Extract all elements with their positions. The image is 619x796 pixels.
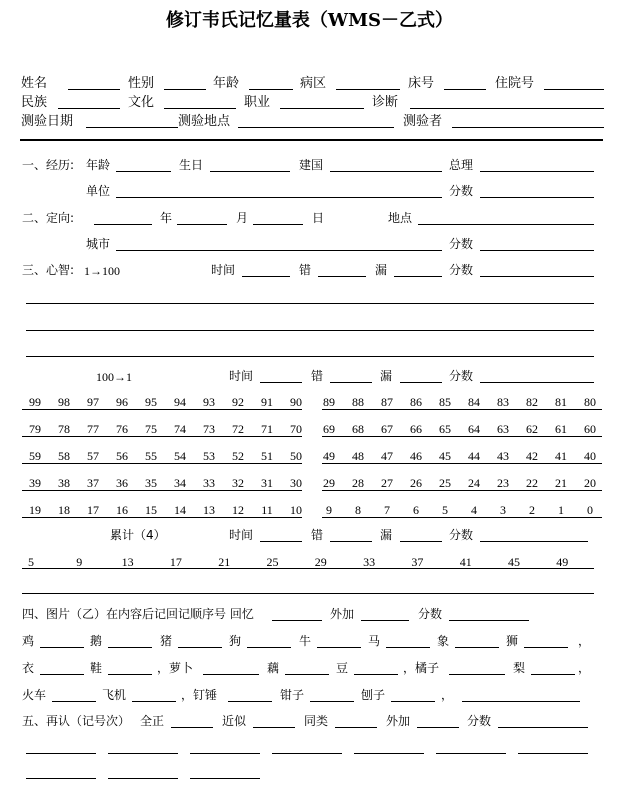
picture-item: 藕 xyxy=(267,661,280,675)
field-picture[interactable] xyxy=(524,647,568,648)
picture-item: 鹅 xyxy=(90,634,103,648)
number-cell[interactable]: 57 xyxy=(87,449,99,463)
field-ward[interactable] xyxy=(336,89,400,90)
number-cell[interactable]: 93 xyxy=(203,395,215,409)
label-t2-score: 分数 xyxy=(449,369,474,383)
label-approx: 近似 xyxy=(222,714,247,728)
number-cell[interactable]: 7 xyxy=(384,503,390,517)
picture-item: 衣 xyxy=(22,661,35,675)
number-cell[interactable]: 79 xyxy=(29,422,41,436)
field-all-correct[interactable] xyxy=(171,727,213,728)
cumulative-number: 9 xyxy=(76,555,83,569)
label-t3-omission: 漏 xyxy=(380,528,393,542)
section5-label: 五、再认（记号次） xyxy=(22,714,131,728)
section4-label: 四、图片（乙）在内容后记回记顺序号 回忆 xyxy=(22,607,254,621)
field-picture[interactable] xyxy=(178,647,222,648)
field-picture[interactable] xyxy=(455,647,499,648)
field-premier[interactable] xyxy=(480,171,594,172)
label-unit: 单位 xyxy=(86,184,111,198)
cumulative-number: 5 xyxy=(28,555,34,569)
field-name[interactable] xyxy=(68,89,120,90)
label-diagnosis: 诊断 xyxy=(372,95,399,110)
number-cell[interactable]: 6 xyxy=(413,503,419,517)
section1-label: 一、经历: xyxy=(22,158,75,172)
number-cell[interactable]: 72 xyxy=(232,422,244,436)
field-month[interactable] xyxy=(177,224,227,225)
field-day[interactable] xyxy=(253,224,303,225)
number-cell[interactable]: 47 xyxy=(381,449,393,463)
comma: ， xyxy=(441,688,454,702)
number-cell[interactable]: 92 xyxy=(232,395,244,409)
number-cell[interactable]: 53 xyxy=(203,449,215,463)
label-founding: 建国 xyxy=(299,158,324,172)
label-city: 城市 xyxy=(86,237,111,251)
number-cell[interactable]: 56 xyxy=(116,449,128,463)
field-s4-extra[interactable] xyxy=(361,620,409,621)
field-t1-omission[interactable] xyxy=(394,276,442,277)
number-cell[interactable]: 43 xyxy=(497,449,509,463)
label-s1-age: 年龄 xyxy=(86,158,111,172)
number-cell[interactable]: 25 xyxy=(439,476,451,490)
answer-line[interactable] xyxy=(26,356,594,357)
label-premier: 总理 xyxy=(449,158,474,172)
number-cell[interactable]: 8 xyxy=(355,503,361,517)
field-t3-omission[interactable] xyxy=(400,541,442,542)
field-t3-time[interactable] xyxy=(260,541,302,542)
label-t1-error: 错 xyxy=(299,263,312,277)
number-cell[interactable]: 62 xyxy=(526,422,538,436)
label-ethnicity: 民族 xyxy=(21,95,48,110)
field-t2-score[interactable] xyxy=(480,382,594,383)
label-admission-no: 住院号 xyxy=(495,76,535,91)
number-cell[interactable]: 78 xyxy=(58,422,70,436)
field-diagnosis[interactable] xyxy=(410,108,604,109)
number-cell[interactable]: 22 xyxy=(526,476,538,490)
number-cell[interactable]: 19 xyxy=(29,503,41,517)
number-cell[interactable]: 16 xyxy=(116,503,128,517)
field-ethnicity[interactable] xyxy=(58,108,120,109)
number-cell[interactable]: 61 xyxy=(555,422,567,436)
label-s1-score: 分数 xyxy=(449,184,474,198)
label-t3-error: 错 xyxy=(311,528,324,542)
field-recognition[interactable] xyxy=(190,753,260,754)
field-recognition[interactable] xyxy=(108,753,178,754)
number-cell[interactable]: 50 xyxy=(290,449,302,463)
number-cell[interactable]: 48 xyxy=(352,449,364,463)
number-cell[interactable]: 13 xyxy=(203,503,215,517)
number-cell[interactable]: 84 xyxy=(468,395,480,409)
number-cell[interactable]: 59 xyxy=(29,449,41,463)
field-picture[interactable] xyxy=(317,647,361,648)
label-s2-score: 分数 xyxy=(449,237,474,251)
number-cell[interactable]: 34 xyxy=(174,476,186,490)
number-cell[interactable]: 15 xyxy=(145,503,157,517)
field-picture[interactable] xyxy=(247,647,291,648)
label-t1-time: 时间 xyxy=(211,263,236,277)
number-cell[interactable]: 88 xyxy=(352,395,364,409)
field-picture[interactable] xyxy=(310,701,354,702)
field-t2-time[interactable] xyxy=(260,382,302,383)
number-cell[interactable]: 85 xyxy=(439,395,451,409)
task-count-down: 100→1 xyxy=(96,370,132,384)
picture-item: 火车 xyxy=(22,688,47,702)
field-founding[interactable] xyxy=(330,171,442,172)
number-cell[interactable]: 32 xyxy=(232,476,244,490)
number-cell[interactable]: 67 xyxy=(381,422,393,436)
field-recognition[interactable] xyxy=(26,753,96,754)
label-t1-score: 分数 xyxy=(449,263,474,277)
answer-line[interactable] xyxy=(26,303,594,304)
number-cell[interactable]: 95 xyxy=(145,395,157,409)
number-cell[interactable]: 68 xyxy=(352,422,364,436)
cumulative-number: 37 xyxy=(411,555,424,569)
number-cell[interactable]: 0 xyxy=(587,503,593,517)
number-cell[interactable]: 87 xyxy=(381,395,393,409)
number-cell[interactable]: 18 xyxy=(58,503,70,517)
number-cell[interactable]: 69 xyxy=(323,422,335,436)
picture-item: 豆 xyxy=(336,661,349,675)
label-tester: 测验者 xyxy=(403,114,443,129)
section2-label: 二、定向: xyxy=(22,211,75,225)
number-row-underline xyxy=(22,463,302,464)
number-row-underline xyxy=(322,490,602,491)
number-cell[interactable]: 3 xyxy=(500,503,506,517)
number-cell[interactable]: 54 xyxy=(174,449,186,463)
number-cell[interactable]: 58 xyxy=(58,449,70,463)
field-picture[interactable] xyxy=(285,674,329,675)
number-cell[interactable]: 1 xyxy=(558,503,564,517)
number-cell[interactable]: 38 xyxy=(58,476,70,490)
picture-item: ，橘子 xyxy=(403,661,440,675)
number-cell[interactable]: 89 xyxy=(323,395,335,409)
field-picture[interactable] xyxy=(108,647,152,648)
field-picture[interactable] xyxy=(449,674,505,675)
label-day: 日 xyxy=(312,211,325,225)
number-cell[interactable]: 4 xyxy=(471,503,477,517)
cumulative-number: 33 xyxy=(363,555,376,569)
answer-line[interactable] xyxy=(22,568,594,569)
field-place[interactable] xyxy=(418,224,594,225)
field-recognition[interactable] xyxy=(26,778,96,779)
cumulative-number: 21 xyxy=(218,555,231,569)
field-tester[interactable] xyxy=(452,127,604,128)
number-row-underline xyxy=(22,409,302,410)
field-recognition[interactable] xyxy=(354,753,424,754)
number-cell[interactable]: 39 xyxy=(29,476,41,490)
label-bed: 床号 xyxy=(408,76,435,91)
number-cell[interactable]: 12 xyxy=(232,503,244,517)
number-cell[interactable]: 73 xyxy=(203,422,215,436)
label-name: 姓名 xyxy=(21,76,48,91)
number-cell[interactable]: 17 xyxy=(87,503,99,517)
field-picture[interactable] xyxy=(228,701,272,702)
number-cell[interactable]: 49 xyxy=(323,449,335,463)
number-cell[interactable]: 20 xyxy=(584,476,596,490)
number-cell[interactable]: 37 xyxy=(87,476,99,490)
label-ward: 病区 xyxy=(300,76,327,91)
number-cell[interactable]: 64 xyxy=(468,422,480,436)
page-title: 修订韦氏记忆量表（WMS－乙式） xyxy=(165,10,454,31)
field-t2-omission[interactable] xyxy=(400,382,442,383)
number-cell[interactable]: 26 xyxy=(410,476,422,490)
number-cell[interactable]: 86 xyxy=(410,395,422,409)
picture-item: 马 xyxy=(368,634,381,648)
field-test-date[interactable] xyxy=(86,127,178,128)
picture-item: 狗 xyxy=(229,634,242,648)
field-occupation[interactable] xyxy=(280,108,364,109)
field-recognition[interactable] xyxy=(518,753,588,754)
number-row-underline xyxy=(22,436,302,437)
label-age: 年龄 xyxy=(213,76,240,91)
task-count-up: 1→100 xyxy=(84,264,120,278)
field-picture[interactable] xyxy=(40,674,84,675)
number-cell[interactable]: 44 xyxy=(468,449,480,463)
number-cell[interactable]: 31 xyxy=(261,476,273,490)
number-cell[interactable]: 90 xyxy=(290,395,302,409)
field-year[interactable] xyxy=(94,224,152,225)
field-bed[interactable] xyxy=(444,89,486,90)
field-s5-score[interactable] xyxy=(498,727,588,728)
cumulative-number: 49 xyxy=(556,555,569,569)
field-picture[interactable] xyxy=(354,674,398,675)
field-approx[interactable] xyxy=(253,727,295,728)
number-cell[interactable]: 76 xyxy=(116,422,128,436)
label-s5-score: 分数 xyxy=(467,714,492,728)
label-education: 文化 xyxy=(128,95,155,110)
field-recall[interactable] xyxy=(272,620,322,621)
number-cell[interactable]: 36 xyxy=(116,476,128,490)
label-same-class: 同类 xyxy=(304,714,329,728)
picture-item: 刨子 xyxy=(361,688,386,702)
picture-item: 鸡 xyxy=(22,634,35,648)
number-cell[interactable]: 71 xyxy=(261,422,273,436)
number-cell[interactable]: 82 xyxy=(526,395,538,409)
picture-item: ，钉锤 xyxy=(181,688,218,702)
header-divider xyxy=(20,139,603,141)
number-cell[interactable]: 24 xyxy=(468,476,480,490)
number-cell[interactable]: 28 xyxy=(352,476,364,490)
label-t3-time: 时间 xyxy=(229,528,254,542)
field-s5-extra[interactable] xyxy=(417,727,459,728)
label-all-correct: 全正 xyxy=(140,714,165,728)
field-t2-error[interactable] xyxy=(330,382,372,383)
number-cell[interactable]: 81 xyxy=(555,395,567,409)
label-t2-time: 时间 xyxy=(229,369,254,383)
label-s5-extra: 外加 xyxy=(386,714,411,728)
number-cell[interactable]: 45 xyxy=(439,449,451,463)
cumulative-number: 13 xyxy=(121,555,134,569)
number-cell[interactable]: 35 xyxy=(145,476,157,490)
number-cell[interactable]: 40 xyxy=(584,449,596,463)
number-cell[interactable]: 74 xyxy=(174,422,186,436)
number-cell[interactable]: 63 xyxy=(497,422,509,436)
number-cell[interactable]: 5 xyxy=(442,503,448,517)
number-cell[interactable]: 83 xyxy=(497,395,509,409)
picture-item: 梨 xyxy=(513,661,526,675)
field-t1-error[interactable] xyxy=(318,276,366,277)
number-row-underline xyxy=(22,517,302,518)
cumulative-number: 25 xyxy=(266,555,279,569)
number-cell[interactable]: 27 xyxy=(381,476,393,490)
field-same-class[interactable] xyxy=(335,727,377,728)
picture-item: ，萝卜 xyxy=(157,661,194,675)
number-cell[interactable]: 99 xyxy=(29,395,41,409)
field-t1-score[interactable] xyxy=(480,276,594,277)
label-t1-omission: 漏 xyxy=(375,263,388,277)
label-test-date: 测验日期 xyxy=(21,114,74,129)
number-cell[interactable]: 52 xyxy=(232,449,244,463)
picture-item: 牛 xyxy=(299,634,312,648)
field-picture[interactable] xyxy=(132,701,176,702)
task-cumulative: 累计（4） xyxy=(110,528,166,542)
field-picture[interactable] xyxy=(462,701,580,702)
answer-line[interactable] xyxy=(22,593,594,594)
cumulative-number: 45 xyxy=(508,555,520,569)
label-sex: 性别 xyxy=(128,76,155,91)
field-picture[interactable] xyxy=(391,701,435,702)
number-cell[interactable]: 98 xyxy=(58,395,70,409)
cumulative-number: 41 xyxy=(459,555,472,569)
field-t3-error[interactable] xyxy=(330,541,372,542)
field-unit[interactable] xyxy=(116,197,442,198)
number-cell[interactable]: 70 xyxy=(290,422,302,436)
number-cell[interactable]: 66 xyxy=(410,422,422,436)
number-row-underline xyxy=(322,463,602,464)
section3-label: 三、心智: xyxy=(22,263,75,277)
number-cell[interactable]: 14 xyxy=(174,503,186,517)
field-birthday[interactable] xyxy=(210,171,290,172)
field-sex[interactable] xyxy=(164,89,206,90)
label-s4-extra: 外加 xyxy=(330,607,355,621)
number-cell[interactable]: 97 xyxy=(87,395,99,409)
number-cell[interactable]: 96 xyxy=(116,395,128,409)
picture-item: 飞机 xyxy=(102,688,127,702)
field-t1-time[interactable] xyxy=(242,276,290,277)
number-cell[interactable]: 21 xyxy=(555,476,567,490)
field-test-place[interactable] xyxy=(238,127,394,128)
number-cell[interactable]: 55 xyxy=(145,449,157,463)
number-cell[interactable]: 65 xyxy=(439,422,451,436)
answer-line[interactable] xyxy=(26,330,594,331)
number-row-underline xyxy=(322,517,602,518)
number-cell[interactable]: 80 xyxy=(584,395,596,409)
number-cell[interactable]: 42 xyxy=(526,449,538,463)
field-picture[interactable] xyxy=(40,647,84,648)
label-t3-score: 分数 xyxy=(449,528,474,542)
label-t2-omission: 漏 xyxy=(380,369,393,383)
number-cell[interactable]: 11 xyxy=(261,503,273,517)
number-cell[interactable]: 46 xyxy=(410,449,422,463)
field-s2-score[interactable] xyxy=(480,250,594,251)
picture-item: 猪 xyxy=(160,634,173,648)
field-recognition[interactable] xyxy=(108,778,178,779)
picture-item: 象 xyxy=(437,634,450,648)
number-cell[interactable]: 60 xyxy=(584,422,596,436)
field-recognition[interactable] xyxy=(436,753,506,754)
comma: ， xyxy=(578,661,591,675)
picture-item: 钳子 xyxy=(280,688,305,702)
number-cell[interactable]: 41 xyxy=(555,449,567,463)
number-cell[interactable]: 10 xyxy=(290,503,302,517)
label-t2-error: 错 xyxy=(311,369,324,383)
field-s1-score[interactable] xyxy=(480,197,594,198)
number-cell[interactable]: 51 xyxy=(261,449,273,463)
cumulative-number: 17 xyxy=(169,555,182,569)
picture-item: 狮 xyxy=(506,634,519,648)
field-recognition[interactable] xyxy=(272,753,342,754)
cumulative-number: 29 xyxy=(314,555,327,569)
number-cell[interactable]: 29 xyxy=(323,476,335,490)
label-year: 年 xyxy=(160,211,173,225)
number-cell[interactable]: 75 xyxy=(145,422,157,436)
number-cell[interactable]: 23 xyxy=(497,476,509,490)
field-admission-no[interactable] xyxy=(544,89,604,90)
label-month: 月 xyxy=(236,211,249,225)
field-picture[interactable] xyxy=(386,647,430,648)
number-row-underline xyxy=(22,490,302,491)
label-s4-score: 分数 xyxy=(418,607,443,621)
number-cell[interactable]: 9 xyxy=(326,503,332,517)
label-place: 地点 xyxy=(388,211,413,225)
field-education[interactable] xyxy=(164,108,236,109)
number-cell[interactable]: 30 xyxy=(290,476,302,490)
label-test-place: 测验地点 xyxy=(178,114,231,129)
field-t3-score[interactable] xyxy=(480,541,588,542)
number-cell[interactable]: 33 xyxy=(203,476,215,490)
number-cell[interactable]: 94 xyxy=(174,395,186,409)
number-row-underline xyxy=(322,409,602,410)
label-occupation: 职业 xyxy=(244,95,271,110)
field-city[interactable] xyxy=(116,250,442,251)
field-picture[interactable] xyxy=(531,674,575,675)
comma: ， xyxy=(578,634,591,648)
label-birthday: 生日 xyxy=(179,158,204,172)
field-picture[interactable] xyxy=(52,701,96,702)
number-row-underline xyxy=(322,436,602,437)
field-s1-age[interactable] xyxy=(116,171,171,172)
number-cell[interactable]: 2 xyxy=(529,503,535,517)
field-age[interactable] xyxy=(249,89,293,90)
picture-item: 鞋 xyxy=(90,661,103,675)
field-picture[interactable] xyxy=(108,674,152,675)
number-cell[interactable]: 91 xyxy=(261,395,273,409)
field-s4-score[interactable] xyxy=(449,620,529,621)
field-picture[interactable] xyxy=(203,674,259,675)
number-cell[interactable]: 77 xyxy=(87,422,99,436)
field-recognition[interactable] xyxy=(190,778,260,779)
